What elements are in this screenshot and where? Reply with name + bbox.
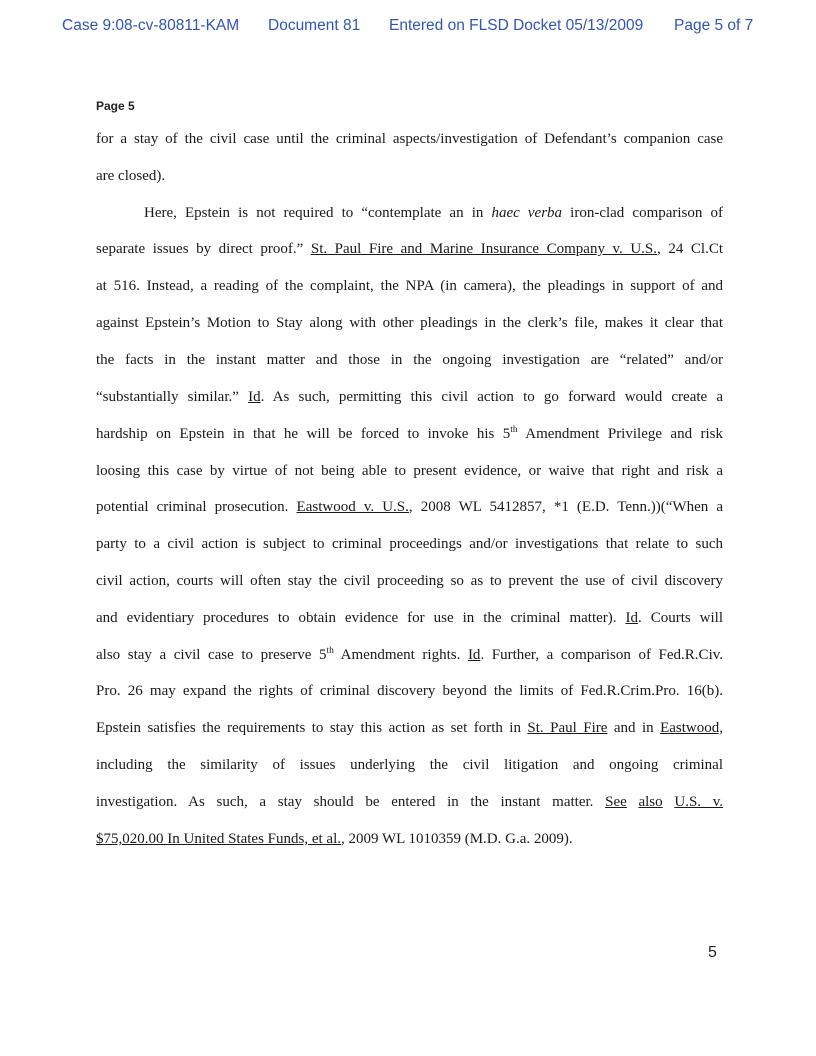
text-line: “substantially similar.” Id. As such, permitting this civil action to go forward would create a (96, 389, 724, 405)
text-line: including the similarity of issues underlying the civil litigation and ongoing criminal (96, 757, 723, 773)
text-line: and evidentiary procedures to obtain evidence for use in the criminal matter). Id. Courts will (96, 610, 724, 626)
text-line: hardship on Epstein in that he will be forced to invoke his 5th Amendment Privilege and risk (96, 425, 723, 442)
text-line: loosing this case by virtue of not being able to present evidence, or waive that right and risk a (96, 463, 723, 479)
page-label: Page 5 (96, 99, 135, 113)
text-line: civil action, courts will often stay the civil proceeding so as to prevent the use of civil discovery (96, 573, 723, 589)
text-line: investigation. As such, a stay should be entered in the instant matter. See also U.S. v. (96, 794, 724, 810)
citation-st-paul-fire: St. Paul Fire and Marine Insurance Company v. U.S. (310, 241, 658, 257)
text-line: Here, Epstein is not required to “contemplate an in haec verba iron-clad comparison of (144, 205, 723, 221)
text-line: party to a civil action is subject to criminal proceedings and/or investigations that relate to such (96, 536, 723, 552)
citation-us-funds: $75,020.00 In United States Funds, et al. (96, 831, 341, 847)
text-line: separate issues by direct proof.” St. Paul Fire and Marine Insurance Company v. U.S., 24 Cl.Ct (96, 241, 724, 257)
text-line: potential criminal prosecution. Eastwood v. U.S., 2008 WL 5412857, *1 (E.D. Tenn.))(“When a (96, 499, 724, 515)
page-number: 5 (708, 944, 717, 961)
citation-eastwood: Eastwood, (660, 720, 723, 736)
text-line: Epstein satisfies the requirements to stay this action as set forth in St. Paul Fire and in Eastwood, (96, 720, 723, 736)
text-line: are closed). (96, 168, 166, 184)
signal-also: also (638, 794, 663, 810)
text-line: at 516. Instead, a reading of the complaint, the NPA (in camera), the pleadings in support of and (96, 278, 723, 294)
text-line: the facts in the instant matter and those in the ongoing investigation are “related” and/or (96, 352, 723, 368)
citation-eastwood: Eastwood v. U.S. (296, 499, 409, 515)
citation-id: Id (467, 647, 481, 663)
citation-id: Id (625, 610, 638, 626)
text-line: Pro. 26 may expand the rights of criminal discovery beyond the limits of Fed.R.Crim.Pro. 16(b). (96, 683, 723, 699)
citation-st-paul-fire: St. Paul Fire (527, 720, 608, 736)
text-line: for a stay of the civil case until the criminal aspects/investigation of Defendant’s companion case (96, 131, 723, 147)
document-number: Document 81 (268, 17, 361, 34)
docket-header (0, 17, 816, 39)
page-count: Page 5 of 7 (674, 17, 754, 34)
text-line: also stay a civil case to preserve 5th Amendment rights. Id. Further, a comparison of Fed.R.Civ. (96, 646, 724, 663)
text-line: $75,020.00 In United States Funds, et al., 2009 WL 1010359 (M.D. G.a. 2009). (96, 831, 573, 847)
citation-id: Id (248, 389, 261, 405)
docket-entry-date: Entered on FLSD Docket 05/13/2009 (389, 17, 644, 34)
signal-see: See (605, 794, 627, 810)
case-number: Case 9:08-cv-80811-KAM (62, 17, 240, 34)
citation-us-v: U.S. v. (674, 794, 724, 810)
text-line: against Epstein’s Motion to Stay along with other pleadings in the clerk’s file, makes it clear that (96, 315, 723, 331)
